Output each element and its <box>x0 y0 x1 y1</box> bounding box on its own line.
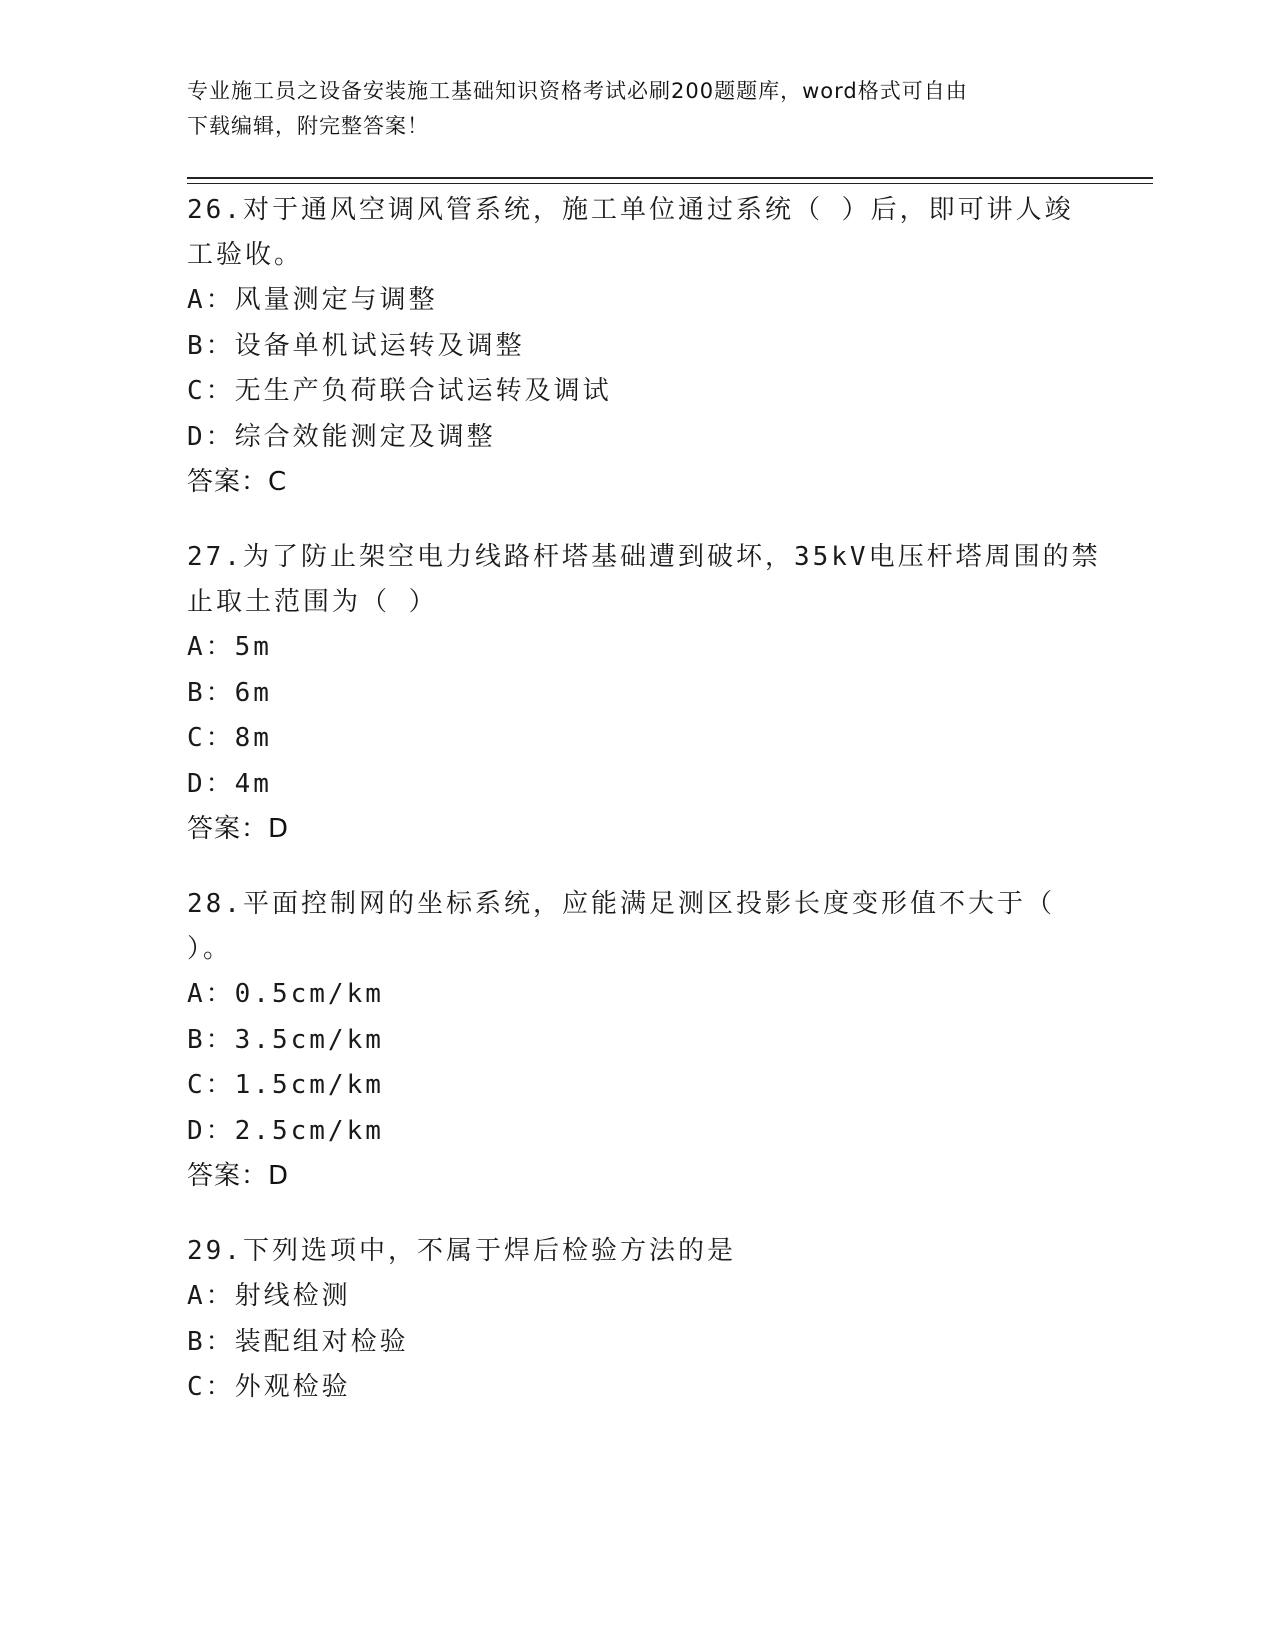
header-line-2: 下载编辑，附完整答案！ <box>187 114 429 138</box>
document-header <box>187 74 1087 144</box>
answer-line: 答案：C <box>187 467 288 497</box>
option-b: B：设备单机试运转及调整 <box>187 330 525 361</box>
header-divider-thin <box>187 183 1153 184</box>
option-b: B：6m <box>187 677 272 708</box>
question-stem-line: 工验收。 <box>187 240 304 270</box>
question-stem-line: 28.平面控制网的坐标系统，应能满足测区投影长度变形值不大于（ <box>187 889 1055 919</box>
option-b: B：3.5cm/km <box>187 1024 384 1055</box>
option-d: D：2.5cm/km <box>187 1115 384 1146</box>
question-27 <box>187 535 1107 852</box>
option-a: A：0.5cm/km <box>187 979 384 1009</box>
question-26 <box>187 188 1107 505</box>
question-stem-line: 26.对于通风空调风管系统，施工单位通过系统（ ）后，即可讲人竣 <box>187 195 1074 225</box>
header-line-1: 专业施工员之设备安装施工基础知识资格考试必刷200题题库，word格式可自由 <box>187 79 968 103</box>
question-stem-line: 29.下列选项中，不属于焊后检验方法的是 <box>187 1236 736 1266</box>
option-c: C：8m <box>187 723 272 753</box>
option-a: A：5m <box>187 632 272 662</box>
option-a: A：射线检测 <box>187 1281 351 1311</box>
question-28 <box>187 882 1107 1199</box>
question-29 <box>187 1229 1107 1411</box>
option-c: C：外观检验 <box>187 1372 351 1402</box>
question-list <box>187 188 1107 1441</box>
answer-line: 答案：D <box>187 814 290 844</box>
question-stem-line: ）。 <box>187 934 233 964</box>
option-b: B：装配组对检验 <box>187 1326 409 1357</box>
question-stem <box>187 1229 1107 1274</box>
option-c: C：1.5cm/km <box>187 1070 384 1100</box>
answer-line: 答案：D <box>187 1161 290 1191</box>
question-stem <box>187 882 1107 972</box>
question-stem <box>187 535 1107 625</box>
question-stem <box>187 188 1107 278</box>
header-divider-thick <box>187 177 1153 179</box>
question-stem-line: 止取土范围为（ ） <box>187 587 438 617</box>
option-d: D：4m <box>187 768 272 799</box>
option-c: C：无生产负荷联合试运转及调试 <box>187 376 612 406</box>
option-a: A：风量测定与调整 <box>187 285 438 315</box>
question-stem-line: 27.为了防止架空电力线路杆塔基础遭到破坏，35kV电压杆塔周围的禁 <box>187 542 1101 572</box>
option-d: D：综合效能测定及调整 <box>187 421 496 452</box>
